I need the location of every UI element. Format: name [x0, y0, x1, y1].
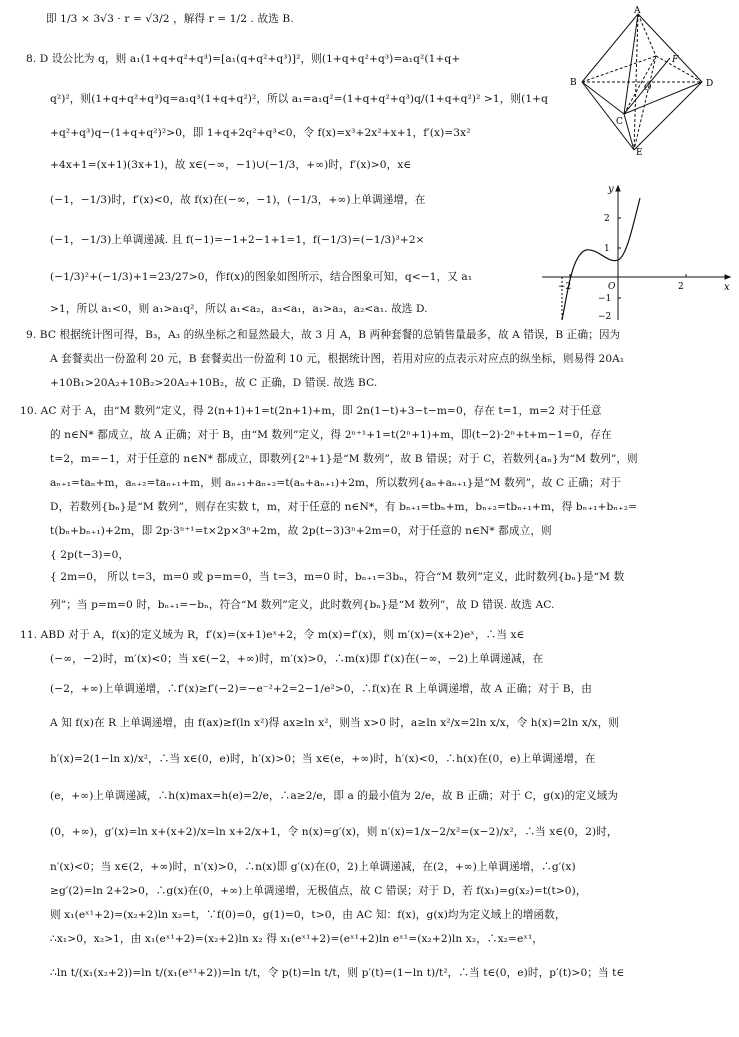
text-line: A 套餐卖出一份盈利 20 元，B 套餐卖出一份盈利 10 元，根据统计图，若用对应的点表示对应点的纵坐标，则易得 20A₁	[50, 353, 625, 365]
text-line: (−1，−1/3)上单调递减. 且 f(−1)=−1+2−1+1=1，f(−1/3)=(−1/3)³+2×	[50, 234, 425, 246]
text-line: 则 x₁(eˣ¹+2)=(x₂+2)ln x₂=t，∵f(0)=0，g(1)=0，t>0，由 AC 知：f(x)，g(x)均为定义域上的增函数，	[50, 909, 566, 921]
text-line: (−∞，−2)时，m′(x)<0；当 x∈(−2，+∞)时，m′(x)>0，∴m(x)即 f′(x)在(−∞，−2)上单调递减，在	[50, 653, 544, 665]
text-line: 8. D 设公比为 q，则 a₁(1+q+q²+q³)=[a₁(q+q²+q³)]²，则(1+q+q²+q³)=a₁q²(1+q+	[26, 53, 461, 65]
text-line: ∴ln t/(x₁(x₂+2))=ln t/(x₁(eˣ¹+2))=ln t/t，令 p(t)=ln t/t，则 p′(t)=(1−ln t)/t²，∴当 t∈(0，e)时，p′(t)>0；当 t∈	[50, 967, 625, 979]
tick-y-1: 1	[604, 244, 610, 254]
text-line: +4x+1=(x+1)(3x+1)，故 x∈(−∞，−1)∪(−1/3，+∞)时，f′(x)>0，x∈	[50, 159, 412, 171]
tick-y-neg1: −1	[598, 294, 612, 304]
label-a: A	[634, 6, 641, 16]
text-line: (−1，−1/3)时，f′(x)<0，故 f(x)在(−∞，−1)，(−1/3，+∞)上单调递增，在	[50, 194, 426, 206]
label-e: E	[636, 148, 643, 156]
octahedron-figure	[560, 6, 735, 156]
text-line: ∴x₁>0，x₂>1，由 x₁(eˣ¹+2)=(x₂+2)ln x₂ 得 x₁(eˣ¹+2)=(eˣ¹+2)ln eˣ¹=(x₂+2)ln x₂，∴x₂=eˣ¹，	[50, 933, 544, 945]
axis-x-label: x	[724, 282, 730, 293]
label-f: F	[672, 55, 679, 65]
text-line: q²)²，则(1+q+q²+q³)q=a₁q³(1+q+q²)²，所以 a₁=a₁q²=(1+q+q²+q³)q/(1+q+q²)² >1，则(1+q	[50, 93, 549, 105]
label-o: O	[644, 83, 652, 93]
text-line: (−1/3)²+(−1/3)+1=23/27>0，作f(x)的图象如图所示，结合图象可知，q<−1，又 a₁	[50, 271, 473, 283]
text-line: >1，所以 a₁<0，则 a₁>a₁q²，所以 a₁<a₂，a₃<a₁，a₁>a₃，a₂<a₁. 故选 D.	[50, 303, 428, 315]
label-c: C	[616, 117, 623, 127]
text-line: A 知 f(x)在 R 上单调递增，由 f(ax)≥f(ln x²)得 ax≥ln x²，则当 x>0 时，a≥ln x²/x=2ln x/x，令 h(x)=2ln x/x，则	[50, 717, 620, 729]
text-line: t(bₙ+bₙ₊₁)+2m，即 2p·3ⁿ⁺¹=t×2p×3ⁿ+2m，故 2p(t−3)3ⁿ+2m=0，对于任意的 n∈N* 都成立，则	[50, 525, 552, 537]
text-line: { 2p(t−3)=0，	[50, 549, 130, 561]
tick-x-2: 2	[678, 282, 684, 292]
text-line: ≥g′(2)=ln 2+2>0，∴g(x)在(0，+∞)上单调递增，无极值点，故 C 错误；对于 D，若 f(x₁)=g(x₂)=t(t>0)，	[50, 885, 587, 897]
text-line: +q²+q³)q−(1+q+q²)²>0，即 1+q+2q²+q³<0，令 f(x)=x³+2x²+x+1，f′(x)=3x²	[50, 127, 471, 139]
text-line: { 2m=0， 所以 t=3，m=0 或 p=m=0，当 t=3，m=0 时，bₙ₊₁=3bₙ，符合“M 数列”定义，此时数列{bₙ}是“M 数	[50, 571, 625, 583]
origin-label: O	[608, 282, 616, 292]
label-d: D	[706, 79, 714, 89]
tick-y-neg2: −2	[598, 312, 612, 322]
text-line: (−2，+∞)上单调递增，∴f′(x)≥f′(−2)=−e⁻²+2=2−1/e²>0，∴f(x)在 R 上单调递增，故 A 正确；对于 B，由	[50, 683, 592, 695]
text-line: h′(x)=2(1−ln x)/x²，∴当 x∈(0，e)时，h′(x)>0；当 x∈(e，+∞)时，h′(x)<0，∴h(x)在(0，e)上单调递增，在	[50, 753, 596, 765]
text-line: t=2，m=−1，对于任意的 n∈N* 都成立，即数列{2ⁿ+1}是“M 数列”，故 B 错误；对于 C，若数列{aₙ}为“M 数列”，则	[50, 453, 638, 465]
text-line: D，若数列{bₙ}是“M 数列”，则存在实数 t，m，对于任意的 n∈N*，有 bₙ₊₁=tbₙ+m，bₙ₊₂=tbₙ₊₁+m，得 bₙ₊₁+bₙ₊₂=	[50, 501, 638, 513]
text-line: n′(x)<0；当 x∈(2，+∞)时，n′(x)>0，∴n(x)即 g′(x)在(0，2)上单调递减，在(2，+∞)上单调递增，∴g′(x)	[50, 861, 576, 873]
text-line: 的 n∈N* 都成立，故 A 正确；对于 B，由“M 数列”定义，得 2ⁿ⁺¹+1=t(2ⁿ+1)+m，即(t−2)·2ⁿ+t+m−1=0，存在	[50, 429, 612, 441]
axis-y-label: y	[608, 184, 614, 195]
tick-x-neg2: −2	[558, 282, 572, 292]
text-line: aₙ₊₁=taₙ+m，aₙ₊₂=taₙ₊₁+m，则 aₙ₊₁+aₙ₊₂=t(aₙ+aₙ₊₁)+2m，所以数列{aₙ+aₙ₊₁}是“M 数列”，故 C 正确；对于	[50, 477, 622, 489]
text-line: 9. BC 根据统计图可得，B₃，A₃ 的纵坐标之和显然最大，故 3 月 A，B 两种套餐的总销售量最多，故 A 错误，B 正确；因为	[26, 329, 621, 341]
text-line: 10. AC 对于 A，由“M 数列”定义，得 2(n+1)+1=t(2n+1)+m，即 2n(1−t)+3−t−m=0，存在 t=1，m=2 对于任意	[20, 405, 602, 417]
text-line: +10B₁>20A₂+10B₂>20A₂+10B₂，故 C 正确，D 错误. 故选 BC.	[50, 377, 378, 389]
text-line: 11. ABD 对于 A，f(x)的定义域为 R，f′(x)=(x+1)eˣ+2，令 m(x)=f′(x)，则 m′(x)=(x+2)eˣ，∴当 x∈	[20, 629, 525, 641]
tick-y-2: 2	[604, 214, 610, 224]
text-line: 即 1/3 × 3√3 · r = √3/2 ，解得 r = 1/2 . 故选 B.	[46, 13, 294, 25]
text-line: (0，+∞)，g′(x)=ln x+(x+2)/x=ln x+2/x+1，令 n(x)=g′(x)，则 n′(x)=1/x−2/x²=(x−2)/x²，∴当 x∈(0，2)时，	[50, 826, 618, 838]
text-line: 列”；当 p=m=0 时，bₙ₊₁=−bₙ，符合“M 数列”定义，此时数列{bₙ}是“M 数列”，故 D 错误. 故选 AC.	[50, 599, 555, 611]
label-b: B	[570, 78, 577, 88]
text-line: (e，+∞)上单调递减，∴h(x)max=h(e)=2/e，∴a≥2/e，即 a 的最小值为 2/e，故 B 正确；对于 C，g(x)的定义域为	[50, 790, 619, 802]
function-graph	[536, 180, 736, 325]
